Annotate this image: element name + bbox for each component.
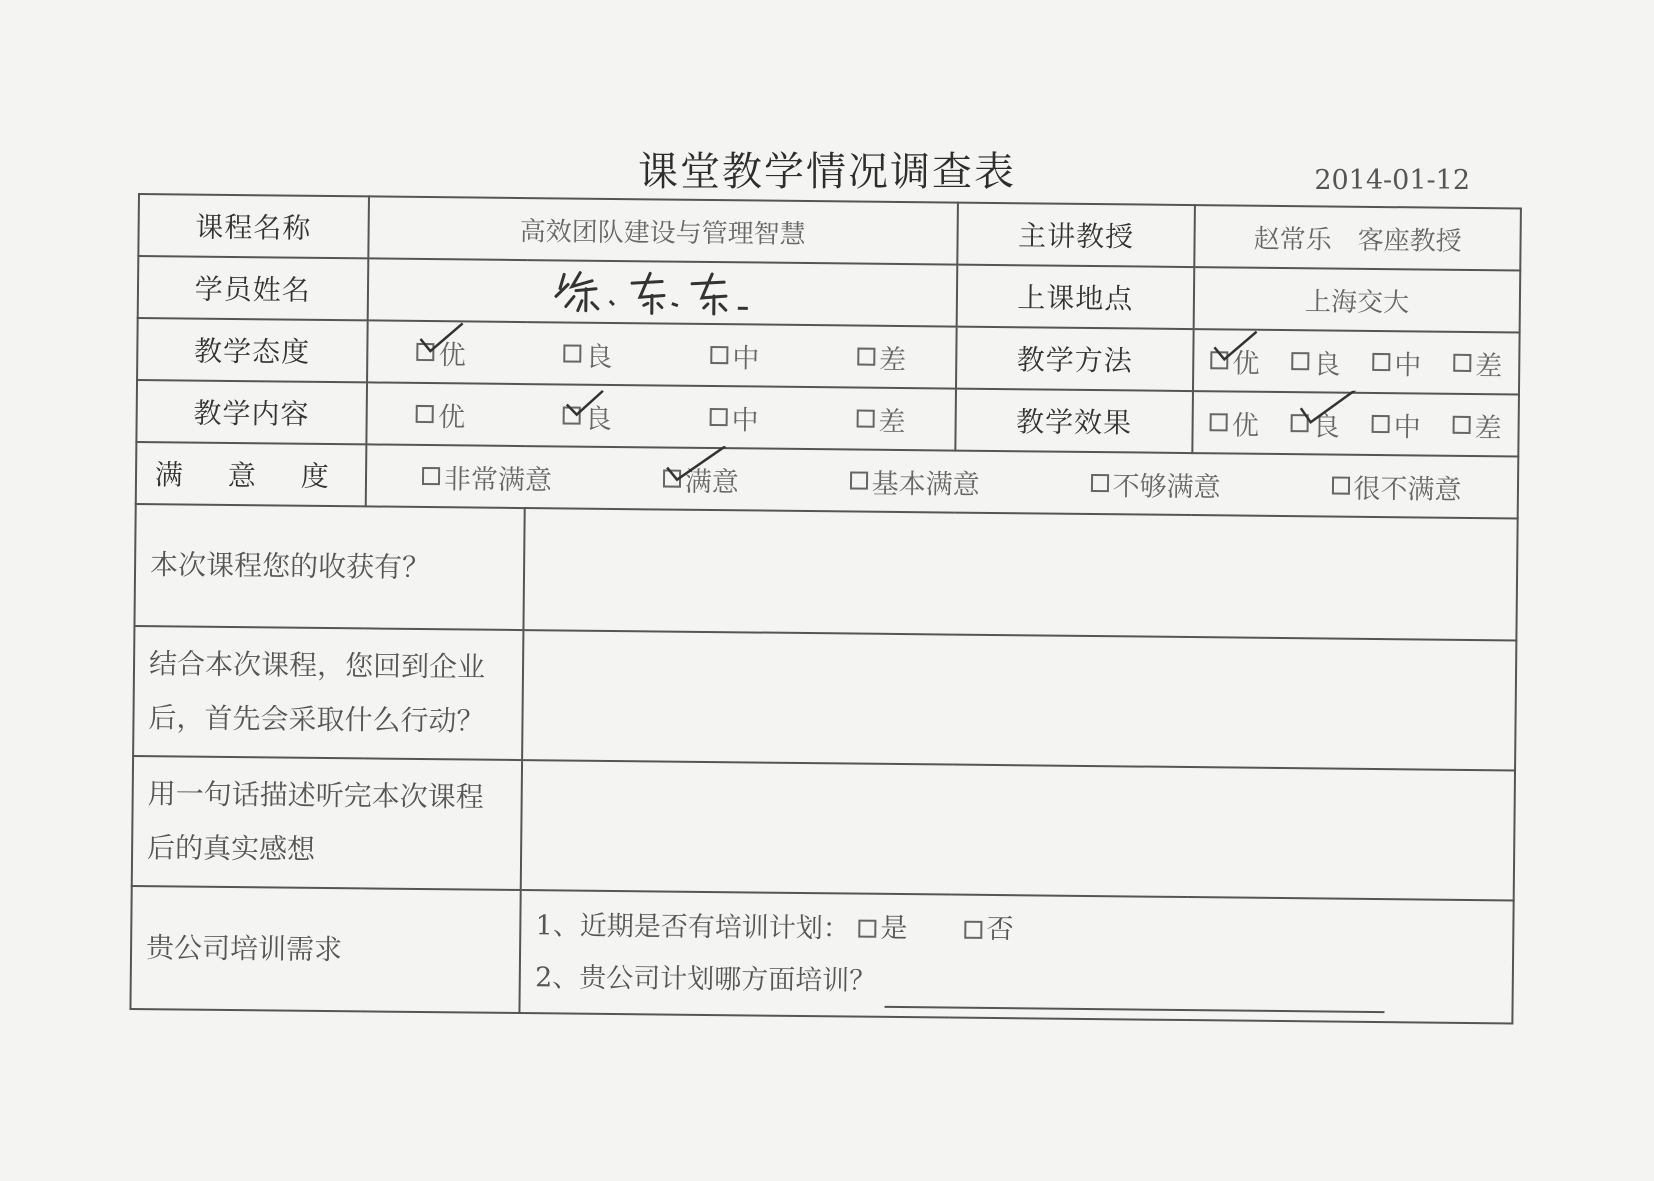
checkbox-icon[interactable] <box>710 408 728 426</box>
checkbox-icon[interactable] <box>858 920 876 938</box>
course-name-value[interactable]: 高效团队建设与管理智慧 <box>368 196 958 264</box>
student-name-label: 学员姓名 <box>138 256 368 320</box>
method-option-excellent[interactable]: 优 <box>1210 341 1259 381</box>
question-impression: 用一句话描述听完本次课程后的真实感想 <box>132 756 523 890</box>
attitude-options <box>367 320 957 388</box>
content-option-excellent[interactable]: 优 <box>416 394 465 434</box>
satisfaction-option-very-dissatisfied[interactable]: 很不满意 <box>1331 466 1461 506</box>
content-options <box>366 382 956 450</box>
checkmark-icon <box>417 318 467 359</box>
attitude-option-excellent[interactable]: 优 <box>417 332 466 372</box>
training-area-input[interactable] <box>885 980 1385 1013</box>
checkbox-icon[interactable] <box>1372 353 1390 371</box>
effect-option-excellent[interactable]: 优 <box>1210 403 1259 443</box>
content-option-poor[interactable]: 差 <box>856 399 905 439</box>
checkbox-icon[interactable] <box>964 921 982 939</box>
satisfaction-label: 满 意 度 <box>136 442 366 506</box>
training-plan-row: 1、近期是否有培训计划： 是 否 <box>535 899 1498 962</box>
attitude-option-good[interactable]: 良 <box>563 334 612 374</box>
course-name-label: 课程名称 <box>138 194 368 258</box>
checkbox-icon[interactable] <box>857 348 875 366</box>
checkbox-icon[interactable] <box>710 346 728 364</box>
training-area-row: 2、贵公司计划哪方面培训？ <box>535 952 1498 1014</box>
question-training-needs: 贵公司培训需求 <box>130 886 521 1013</box>
effect-label: 教学效果 <box>955 389 1193 453</box>
effect-option-poor[interactable]: 差 <box>1452 405 1501 445</box>
content-option-average[interactable]: 中 <box>709 397 758 437</box>
attitude-option-average[interactable]: 中 <box>710 336 759 376</box>
method-option-good[interactable]: 良 <box>1291 342 1340 382</box>
survey-date: 2014-01-12 <box>1314 165 1470 196</box>
training-plan-yes[interactable]: 是 <box>858 903 908 956</box>
effect-options <box>1193 391 1519 456</box>
effect-option-average[interactable]: 中 <box>1372 404 1421 444</box>
page-title: 课堂教学情况调查表 <box>638 149 1016 195</box>
student-name-value[interactable] <box>367 258 957 326</box>
method-options <box>1193 329 1519 394</box>
checkbox-icon[interactable] <box>856 410 874 428</box>
checkbox-icon[interactable] <box>1091 474 1109 492</box>
answer-gains[interactable] <box>524 508 1518 640</box>
satisfaction-option-satisfied[interactable]: 满意 <box>663 459 739 499</box>
checkbox-icon[interactable] <box>422 467 440 485</box>
location-label: 上课地点 <box>956 265 1194 329</box>
satisfaction-option-basic[interactable]: 基本满意 <box>850 461 980 501</box>
checkmark-icon <box>1210 327 1260 368</box>
training-plan-no[interactable]: 否 <box>964 904 1014 957</box>
answer-actions[interactable] <box>522 630 1516 770</box>
checkbox-icon[interactable] <box>850 471 868 489</box>
checkbox-icon[interactable] <box>1210 413 1228 431</box>
method-label: 教学方法 <box>956 327 1194 391</box>
handwritten-name-image <box>552 266 773 318</box>
attitude-option-poor[interactable]: 差 <box>857 337 906 377</box>
location-value[interactable]: 上海交大 <box>1194 267 1520 332</box>
method-option-poor[interactable]: 差 <box>1453 343 1502 383</box>
checkmark-icon <box>1291 390 1361 431</box>
checkbox-icon[interactable] <box>1291 352 1309 370</box>
professor-label: 主讲教授 <box>957 203 1195 267</box>
answer-training-needs <box>520 890 1514 1023</box>
satisfaction-option-insufficient[interactable]: 不够满意 <box>1090 463 1220 503</box>
satisfaction-option-very-satisfied[interactable]: 非常满意 <box>422 456 552 496</box>
professor-value[interactable]: 赵常乐 客座教授 <box>1195 205 1521 270</box>
question-actions: 结合本次课程，您回到企业后，首先会采取什么行动？ <box>133 626 524 760</box>
checkmark-icon <box>563 382 613 423</box>
answer-impression[interactable] <box>521 760 1515 900</box>
checkbox-icon[interactable] <box>563 344 581 362</box>
effect-option-good[interactable]: 良 <box>1291 404 1340 444</box>
method-option-average[interactable]: 中 <box>1372 342 1421 382</box>
checkbox-icon[interactable] <box>1331 477 1349 495</box>
checkmark-icon <box>663 445 733 486</box>
checkbox-icon[interactable] <box>1453 416 1471 434</box>
checkbox-icon[interactable] <box>1453 354 1471 372</box>
content-label: 教学内容 <box>136 380 366 444</box>
checkbox-icon[interactable] <box>1372 415 1390 433</box>
checkbox-icon[interactable] <box>416 405 434 423</box>
content-option-good[interactable]: 良 <box>563 396 612 436</box>
survey-table <box>129 193 1521 1024</box>
question-gains: 本次课程您的收获有？ <box>134 504 525 630</box>
attitude-label: 教学态度 <box>137 318 367 382</box>
